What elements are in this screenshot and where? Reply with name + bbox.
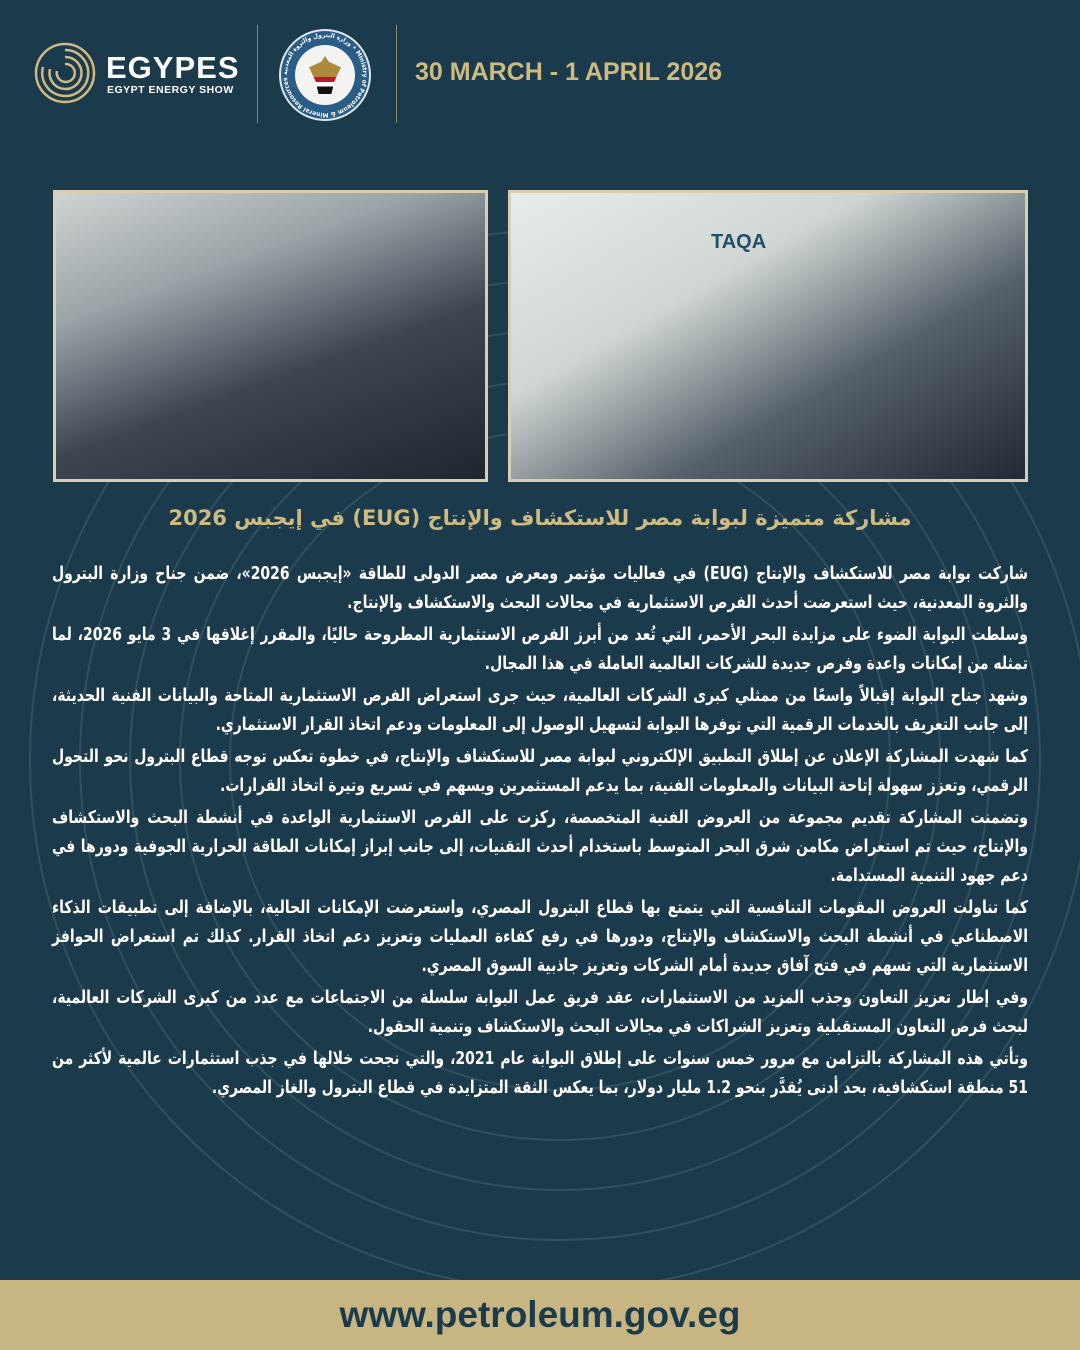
divider [396,25,397,123]
header [0,20,760,130]
paragraph: شاركت بوابة مصر للاستكشاف والإنتاج (EUG) في فعاليات مؤتمر ومعرض مصر الدولى للطاقة «إيجبس 2026»، ضمن جناح وزارة البترول والثروة المعدنية، حيث استعرضت أحدث الفرص الاستثمارية في مجالات البحث والاستكشاف والإنتاج. [52,564,1029,613]
paragraph: وسلطت البوابة الضوء على مزايدة البحر الأحمر، التي تُعد من أبرز الفرص الاستثمارية المطروحة حاليًا، والمقرر إغلاقها في 3 مايو 2026، لما تمثله من إمكانات واعدة وفرص جديدة للشركات العالمية العاملة في هذا المجال. [52,625,1029,674]
eagle-emblem-icon [309,56,341,94]
event-dates: 30 MARCH - 1 APRIL 2026 [415,58,723,86]
website-url: www.petroleum.gov.eg [339,1294,741,1335]
egypes-logo-icon [34,42,96,104]
brand-title: EGYPES [106,50,240,85]
paragraph: وتضمنت المشاركة تقديم مجموعة من العروض الفنية المتخصصة، ركزت على الفرص الاستثمارية الواعدة في أنشطة البحث والاستكشاف والإنتاج، حيث تم استعراض مكامن شرق البحر المتوسط باستخدام أحدث التقنيات، إلى جانب إبراز إمكانات الطاقة الحرارية الجوفية ودورها في دعم جهود التنمية المستدامة. [52,808,1028,886]
footer-band [0,1280,1080,1350]
brand-subtitle: EGYPT ENERGY SHOW [107,84,234,96]
taqa-sign: TAQA [711,231,767,253]
ministry-seal-text: وزارة البترول والثروة المعدنية • Ministry of Petroleum & Mineral Resources [281,31,369,119]
paragraph: كما تناولت العروض المقومات التنافسية التي يتمتع بها قطاع البترول المصري، واستعرضت الإمكانات الحالية، بالإضافة إلى تطبيقات الذكاء الاصطناعي في أنشطة البحث والاستكشاف والإنتاج، ودورها في رفع كفاءة العمليات وتعزيز دعم اتخاذ القرار. كذلك تم استعراض الحوافز الاستثمارية التي تسهم في فتح آفاق جديدة أمام الشركات وتعزيز جاذبية السوق المصري. [52,898,1028,976]
article-body [52,560,1028,1106]
paragraph: وفي إطار تعزيز التعاون وجذب المزيد من الاستثمارات، عقد فريق عمل البوابة سلسلة من الاجتماعات مع عدد من كبرى الشركات العالمية، لبحث فرص التعاون المستقبلية وتعزيز الشراكات في مجالات البحث والاستكشاف وتنمية الحقول. [52,988,1028,1037]
paragraph: وتأتي هذه المشاركة بالتزامن مع مرور خمس سنوات على إطلاق البوابة عام 2021، والتي نجحت خلالها في جذب استثمارات عالمية لأكثر من 51 منطقة استكشافية، بحد أدنى يُقدَّر بنحو 1.2 مليار دولار، بما يعكس الثقة المتزايدة في قطاع البترول والغاز المصري. [52,1049,1028,1098]
paragraph: كما شهدت المشاركة الإعلان عن إطلاق التطبيق الإلكتروني لبوابة مصر للاستكشاف والإنتاج، في خطوة تعكس توجه قطاع البترول نحو التحول الرقمي، وتعزز سهولة إتاحة البيانات والمعلومات الفنية، بما يدعم المستثمرين ويسهم في تسريع وتيرة اتخاذ القرارات. [52,747,1029,796]
paragraph: وشهد جناح البوابة إقبالاً واسعًا من ممثلي كبرى الشركات العالمية، حيث جرى استعراض الفرص الاستثمارية المتاحة والبيانات الفنية الحديثة، إلى جانب التعريف بالخدمات الرقمية التي توفرها البوابة لتسهيل الوصول إلى المعلومات ودعم اتخاذ القرار الاستثماري. [52,686,1028,735]
photo-meeting-booth [53,190,488,482]
ministry-seal-logo [278,28,372,122]
article-title: مشاركة متميزة لبوابة مصر للاستكشاف والإنتاج (EUG) في إيجبس 2026 [168,506,912,530]
photo-taqa-meeting [508,190,1028,482]
divider [257,25,258,123]
